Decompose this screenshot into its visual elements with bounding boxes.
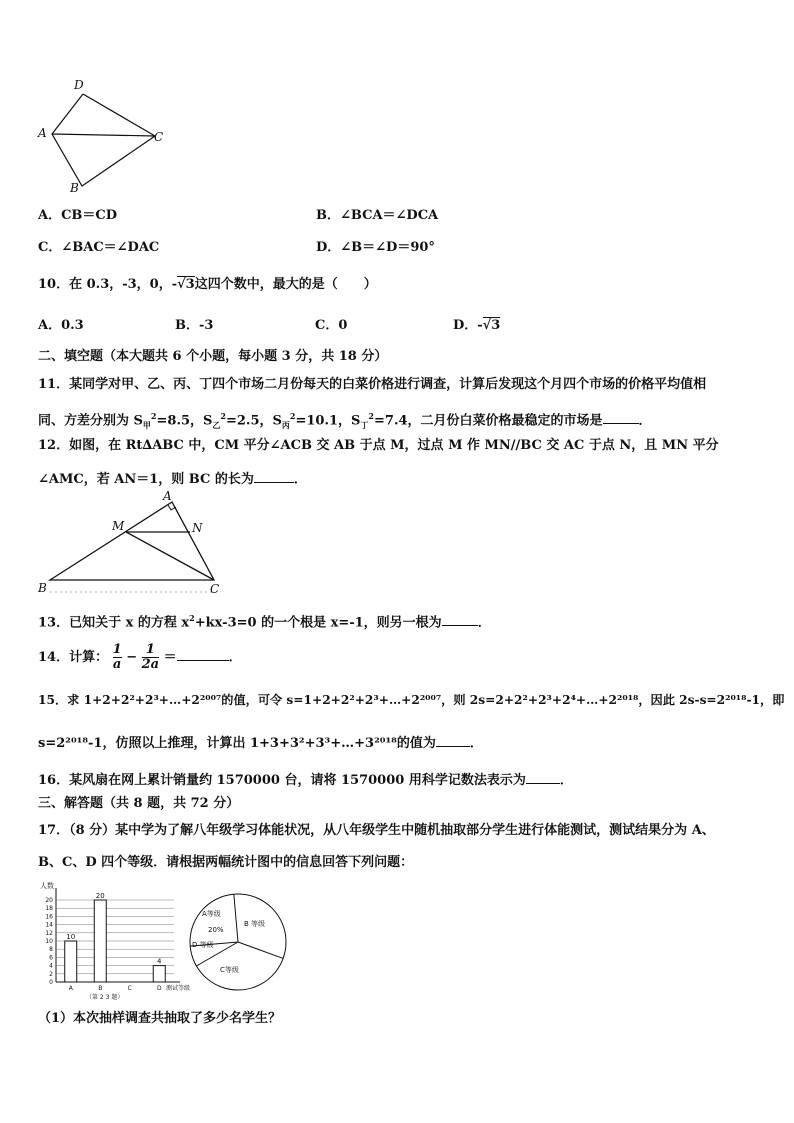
q17-line1: 17．（8 分）某中学为了解八年级学习体能状况，从八年级学生中随机抽取部分学生进行体能测试，测试结果分为 A、: [38, 823, 715, 838]
y-tick-label: 0: [49, 979, 53, 986]
y-tick-label: 6: [49, 954, 53, 962]
q14-answer-blank: [177, 648, 229, 661]
label-B: B: [70, 181, 79, 195]
q16: 16．某风扇在网上累计销量约 1570000 台，请将 1570000 用科学记数法表示为 ．: [38, 773, 573, 788]
bar-B: [94, 900, 106, 982]
q10-option-b: B．-3: [175, 318, 214, 333]
q15-line1: 15．求 1+2+2²+2³+…+2²⁰⁰⁷的值，可令 s=1+2+2²+2³+…+2²⁰⁰⁷，则 2s=2+2²+2³+2⁴+…+2²⁰¹⁸，因此 2s-s=2²⁰¹⁸-1，即: [38, 693, 785, 707]
q12-line2: ∠AMC，若 AN＝1，则 BC 的长为 ．: [38, 472, 307, 487]
y-tick-label: 4: [49, 962, 53, 970]
q13-answer-blank: [442, 613, 478, 626]
q12-answer-blank: [254, 470, 294, 483]
q17-sub1: （1）本次抽样调查共抽取了多少名学生？: [38, 1011, 282, 1026]
pie-label-d: D 等级: [192, 941, 214, 949]
q15-line2: s=2²⁰¹⁸-1，仿照以上推理，计算出 1+3+3²+3³+…+3²⁰¹⁸的值为 ．: [38, 736, 483, 751]
pie-label-c: C等级: [220, 966, 239, 974]
q14-fraction-1: $\frac{1}{a}$: [112, 642, 122, 672]
q15-answer-blank: [436, 734, 470, 747]
q12-line1: 12．如图，在 Rt∆ABC 中，CM 平分∠ACB 交 AB 于点 M，过点 M 作 MN//BC 交 AC 于点 N，且 MN 平分: [38, 438, 719, 453]
label-D: D: [74, 78, 84, 92]
pie-label-b: B 等级: [244, 920, 266, 928]
bar-D: [153, 966, 165, 982]
q11-line1: 11．某同学对甲、乙、丙、丁四个市场二月份每天的白菜价格进行调查，计算后发现这个月四个市场的价格平均值相: [38, 377, 707, 392]
y-tick-label: 14: [45, 921, 53, 929]
q13: 13．已知关于 x 的方程 $x^2+kx-3=0$ 的一个根是 x=-1，则另一根为 ．: [38, 613, 491, 631]
label-N: N: [192, 521, 203, 535]
x-tick-label-D: D: [156, 985, 162, 992]
q11-answer-blank: [603, 411, 639, 424]
q10-option-c: C．0: [315, 318, 348, 333]
x-tick-label-B: B: [98, 985, 103, 992]
label-A: A: [163, 489, 172, 503]
x-tick-label-C: C: [127, 985, 132, 992]
pie-chart: [186, 890, 290, 994]
data-label-D: 4: [157, 957, 162, 966]
q9-option-d: D．∠B＝∠D＝90°: [316, 240, 435, 255]
q11-line2: 同、方差分别为 $S_甲^2=8.5$，$S_乙^2=2.5$，$S_丙^2=10.1$，$S_丁^2=7.4$，二月份白菜价格最稳定的市场是 ．: [38, 411, 652, 430]
label-C: C: [210, 582, 220, 596]
label-C: C: [154, 130, 164, 144]
y-tick-label: 16: [45, 913, 53, 921]
data-label-A: 10: [66, 933, 76, 941]
y-tick-label: 20: [45, 897, 53, 904]
label-M: M: [112, 519, 125, 533]
q10-option-a: A．0.3: [38, 318, 84, 333]
data-label-B: 20: [95, 892, 105, 900]
y-tick-label: 8: [49, 946, 53, 954]
q10-stem: 10．在 0.3，-3，0，-√3这四个数中，最大的是（ ）: [38, 277, 377, 292]
label-A: A: [38, 126, 47, 140]
q9-option-c: C．∠BAC＝∠DAC: [38, 240, 160, 255]
q9-figure: [30, 76, 180, 198]
q14: 14．计算： $\frac{1}{a}$ − $\frac{1}{2a}$ ＝ ．: [38, 642, 242, 672]
q14-fraction-2: $\frac{1}{2a}$: [141, 642, 160, 672]
q12-figure: [36, 488, 236, 598]
q9-option-a: A．CB＝CD: [38, 208, 118, 223]
pie-annotation: 20%: [208, 926, 224, 934]
bar-A: [65, 941, 77, 982]
q10-option-d: D．-√3: [453, 318, 501, 333]
pie-label-a: A等级: [202, 910, 221, 918]
q16-answer-blank: [526, 771, 560, 784]
y-tick-label: 2: [49, 970, 53, 978]
x-axis-label: 测试等级: [166, 985, 191, 992]
x-tick-label-A: A: [68, 985, 73, 992]
bar-chart: [34, 880, 194, 1002]
y-tick-label: 10: [45, 938, 53, 945]
label-B: B: [38, 581, 47, 595]
y-tick-label: 12: [45, 929, 53, 937]
y-axis-label: 人数: [40, 882, 54, 890]
q17-line2: B、C、D 四个等级．请根据两幅统计图中的信息回答下列问题：: [38, 855, 414, 870]
y-tick-label: 18: [45, 905, 53, 913]
chart-caption: （第 2 3 题）: [86, 994, 124, 1001]
q9-option-b: B．∠BCA＝∠DCA: [316, 208, 439, 223]
section-3-title: 三、解答题（共 8 题，共 72 分）: [38, 796, 240, 811]
section-2-title: 二、填空题（本大题共 6 个小题，每小题 3 分，共 18 分）: [38, 349, 388, 364]
